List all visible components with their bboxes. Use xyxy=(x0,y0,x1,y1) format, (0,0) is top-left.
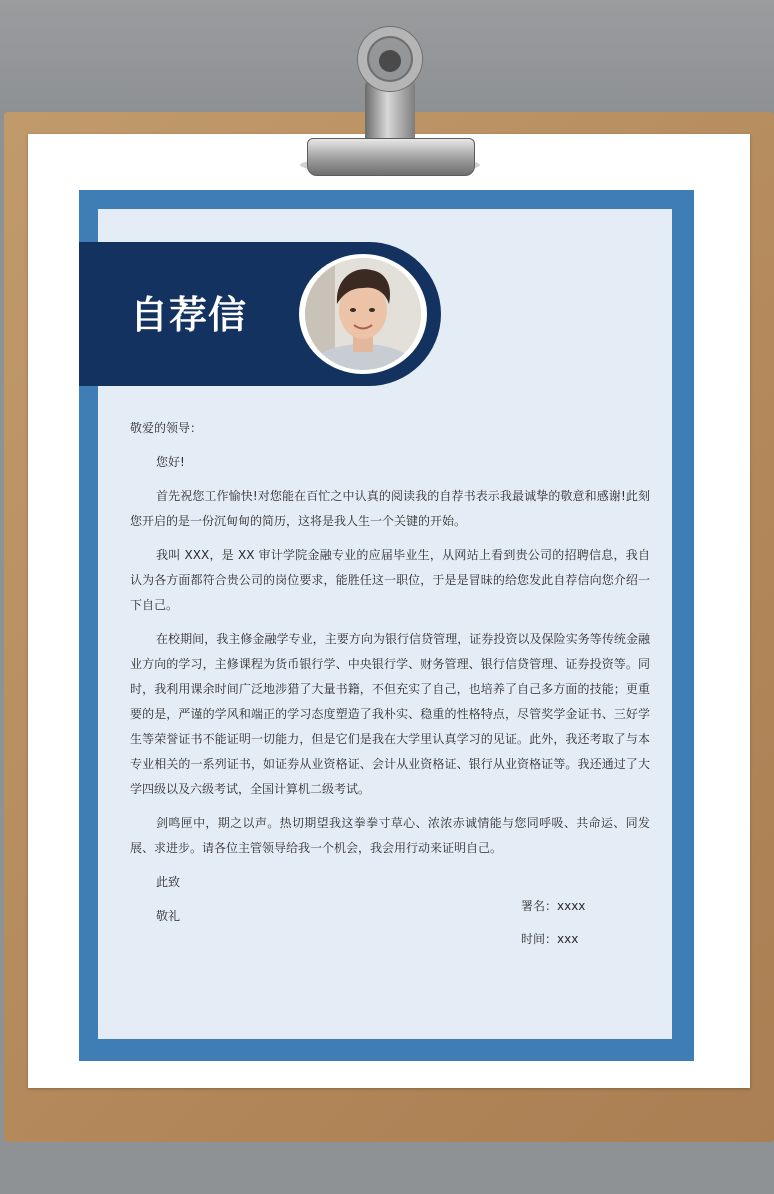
portrait-image xyxy=(305,258,421,370)
letter-content xyxy=(130,416,650,929)
clip-plate xyxy=(307,138,475,176)
paragraph-3: 在校期间，我主修金融学专业，主要方向为银行信贷管理，证券投资以及保险实务等传统金融业方向的学习，主修课程为货币银行学、中央银行学、财务管理、银行信贷管理、证券投资等。同时，我利用课余时间广泛地涉猎了大量书籍，不但充实了自己，也培养了自己多方面的技能；更重要的是，严谨的学风和端正的学习态度塑造了我朴实、稳重的性格特点，尽管奖学金证书、三好学生等荣誉证书不能证明一切能力，但是它们是我在大学里认真学习的见证。此外，我还考取了与本专业相关的一系列证书，如证券从业资格证、会计从业资格证、银行从业资格证等。我还通过了大学四级以及六级考试，全国计算机二级考试。 xyxy=(130,632,650,796)
signature-block xyxy=(521,890,661,956)
paragraph-2: 我叫 XXX，是 XX 审计学院金融专业的应届毕业生，从网站上看到贵公司的招聘信息，我自认为各方面都符合贵公司的岗位要求，能胜任这一职位，于是是冒昧的给您发此自荐信向您介绍一下自己。 xyxy=(130,548,650,612)
page-title: 自荐信 xyxy=(130,293,248,337)
signature: 署名：xxxx xyxy=(521,899,586,913)
date: 时间：xxx xyxy=(521,932,579,946)
paragraph-1: 首先祝您工作愉快!对您能在百忙之中认真的阅读我的自荐书表示我最诚挚的敬意和感谢!此刻您开启的是一份沉甸甸的简历，这将是我人生一个关键的开始。 xyxy=(130,489,650,528)
clip-hole xyxy=(379,50,401,72)
paragraph-4: 剑鸣匣中，期之以声。热切期望我这拳拳寸草心、浓浓赤诚情能与您同呼吸、共命运、同发展、求进步。请各位主管领导给我一个机会，我会用行动来证明自己。 xyxy=(130,816,650,855)
avatar xyxy=(305,258,421,370)
closing-jingli: 敬礼 xyxy=(156,909,181,923)
greeting: 您好! xyxy=(156,455,185,469)
closing-cizhi: 此致 xyxy=(156,875,181,889)
salutation: 敬爱的领导： xyxy=(130,421,203,435)
